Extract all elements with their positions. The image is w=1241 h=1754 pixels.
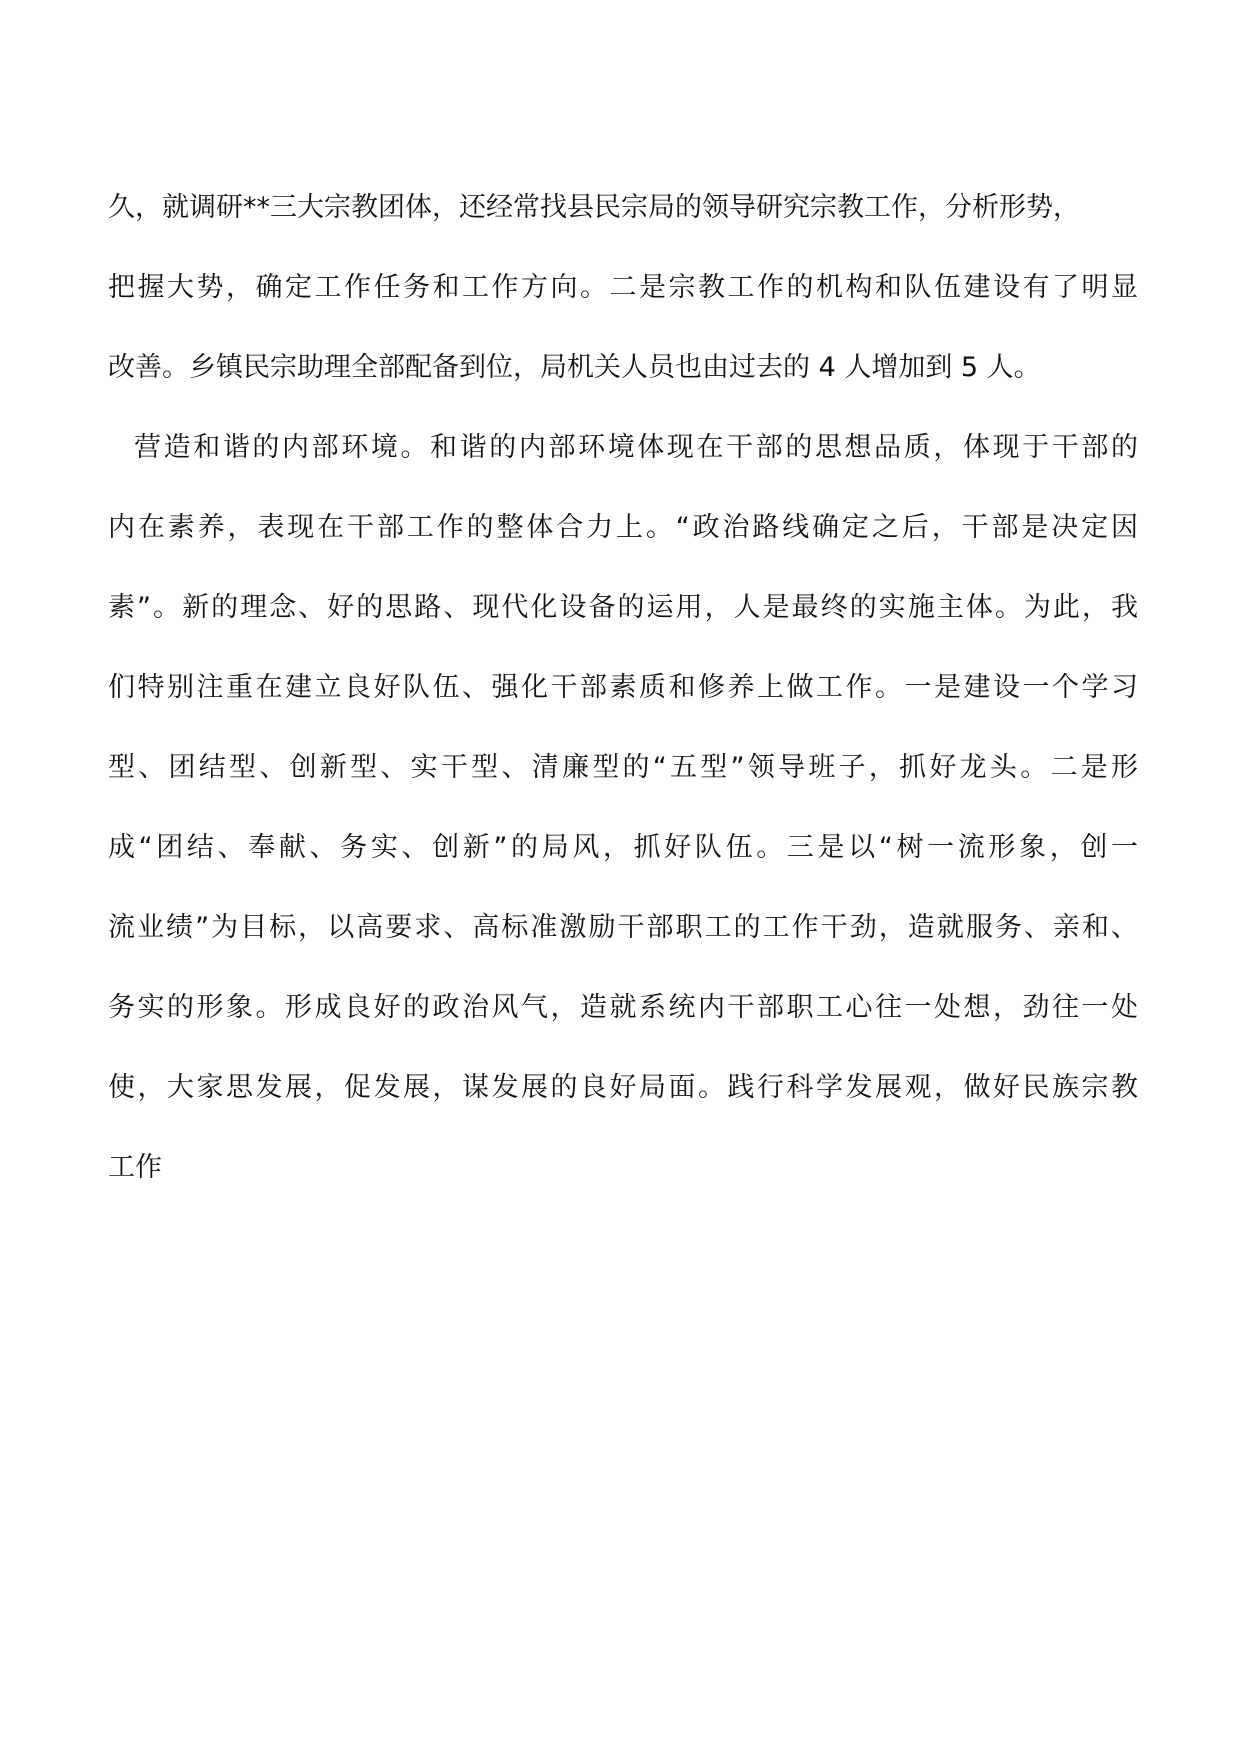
text-line: 改善。乡镇民宗助理全部配备到位，局机关人员也由过去的 4 人增加到 5 人。 <box>108 352 1041 383</box>
text-line: 流业绩”为目标，以高要求、高标准激励干部职工的工作干劲，造就服务、亲和、 <box>108 912 1138 943</box>
text-line: 务实的形象。形成良好的政治风气，造就系统内干部职工心往一处想，劲往一处 <box>108 992 1138 1023</box>
text-line: 们特别注重在建立良好队伍、强化干部素质和修养上做工作。一是建设一个学习 <box>108 672 1138 703</box>
text-line: 型、团结型、创新型、实干型、清廉型的“五型”领导班子，抓好龙头。二是形 <box>108 752 1138 783</box>
text-line: 使，大家思发展，促发展，谋发展的良好局面。践行科学发展观，做好民族宗教 <box>108 1072 1138 1103</box>
text-line: 素”。新的理念、好的思路、现代化设备的运用，人是最终的实施主体。为此，我 <box>108 592 1138 623</box>
text-line: 内在素养，表现在干部工作的整体合力上。“政治路线确定之后，干部是决定因 <box>108 512 1138 543</box>
text-line: 把握大势，确定工作任务和工作方向。二是宗教工作的机构和队伍建设有了明显 <box>108 272 1138 303</box>
paragraph-first-line: 营造和谐的内部环境。和谐的内部环境体现在干部的思想品质，体现于干部的 <box>134 432 1138 463</box>
text-line: 成“团结、奉献、务实、创新”的局风，抓好队伍。三是以“树一流形象，创一 <box>108 832 1138 863</box>
text-line: 工作 <box>108 1152 162 1183</box>
body-text <box>108 168 1138 1208</box>
text-line: 久，就调研**三大宗教团体，还经常找县民宗局的领导研究宗教工作，分析形势， <box>108 192 1080 223</box>
